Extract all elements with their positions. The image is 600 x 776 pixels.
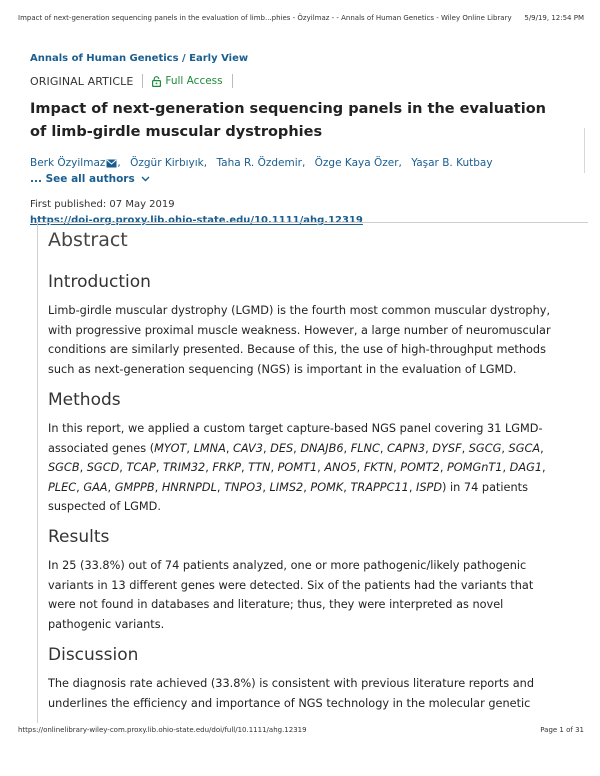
discussion-heading: Discussion [48,645,139,665]
page-counter: Page 1 of 31 [540,726,584,734]
text-line: underlines the efficiency and importance of NGS technology in the molecular genetic [48,696,531,710]
print-header-timestamp: 5/9/19, 12:54 PM [524,14,584,22]
gene-name: FRKP [212,461,241,474]
journal-name-link[interactable]: Annals of Human Genetics [30,53,179,64]
methods-paragraph [48,419,572,517]
text-line: The diagnosis rate achieved (33.8%) is consistent with previous literature reports and [48,677,534,690]
print-header-title: Impact of next-generation sequencing panels in the evaluation of limb...phies - Özyilmaz - - Annals of Human Genetics - Wiley Online Library [18,14,512,22]
gene-name: POMK [310,480,344,494]
gene-name: DES [270,441,294,455]
gene-name: TNPO3 [224,480,263,494]
gene-name: TRIM32 [163,461,206,474]
access-label: Full Access [165,75,223,87]
article-meta-row [30,74,242,88]
see-all-authors-toggle[interactable] [30,173,150,185]
gene-name: HNRNPDL [161,480,217,494]
lock-open-icon [152,76,161,87]
gene-name: ANO5 [324,461,357,474]
author-list [30,157,499,169]
gene-name: SGCD [86,461,120,474]
print-header [18,14,584,22]
doi-link[interactable]: https://doi-org.proxy.lib.ohio-state.edu/10.1111/ahg.12319 [30,215,363,226]
gene-name: DNAJB6 [300,441,344,455]
divider [232,74,233,88]
methods-outro: ) in 74 patients suspected of LGMD. [48,480,528,513]
gene-name: SGCA [508,441,541,455]
author-link[interactable]: Özgür Kirbıyık, [130,157,208,169]
gene-name: GMPPB [114,480,155,494]
results-heading: Results [48,527,110,547]
first-published-date: First published: 07 May 2019 [30,199,175,210]
gene-name: DAG1 [509,461,543,474]
gene-name: MYOT [154,441,187,455]
chevron-down-icon[interactable] [141,176,150,182]
gene-name: FKTN [363,461,394,474]
author-link[interactable]: Taha R. Özdemir, [216,157,306,169]
results-paragraph [48,556,572,634]
gene-name: POMGnT1 [447,461,503,474]
gene-name: CAV3 [233,441,263,455]
author-link[interactable]: Yaşar B. Kutbay [411,157,493,169]
text-line: Limb-girdle muscular dystrophy (LGMD) is the fourth most common muscular dystrophy, [48,304,551,317]
abstract-heading: Abstract [48,229,128,251]
text-line: such as next-generation sequencing (NGS) is important in the evaluation of LGMD. [48,362,517,376]
gene-name: DYSF [432,441,462,455]
methods-heading: Methods [48,390,121,410]
gene-name: SGCB [48,461,80,474]
gene-list: MYOT, LMNA, CAV3, DES, DNAJB6, FLNC, CAPN3, DYSF, SGCG, SGCA, SGCB, SGCD, TCAP, TRIM32, FRKP, TTN, POMT1, ANO5, FKTN, POMT2, POMGnT1, DAG1, PLEC, GAA, GMPPB, HNRNPDL, TNPO3, LIMS2, POMK, TRAPPC11, ISPD [48,441,546,494]
text-line: were not found in databases and literature; thus, they were interpreted as novel [48,598,504,611]
gene-name: FLNC [350,441,380,455]
gene-name: POMT1 [277,461,318,474]
see-all-authors-label[interactable]: ... See all authors [30,173,135,185]
introduction-heading: Introduction [48,272,151,292]
methods-intro: In this report, we applied a custom target capture-based NGS panel covering 31 LGMD-associated genes ( [48,422,543,455]
discussion-paragraph [48,674,572,713]
text-line: pathogenic variants. [48,617,165,631]
print-footer [18,726,584,734]
text-line: variants in 13 different genes were detected. Six of the patients had the variants that [48,578,534,592]
gene-name: TRAPPC11 [350,480,409,494]
author-link[interactable]: Berk Özyilmaz , [30,157,121,169]
author-link[interactable]: Özge Kaya Özer, [314,157,402,169]
journal-breadcrumb [30,53,248,64]
article-title: Impact of next-generation sequencing panels in the evaluation of limb-girdle muscular dystrophies [30,101,546,140]
text-line: with progressive proximal muscle weakness. However, a large number of neuromuscular [48,323,551,337]
text-line: conditions are similarly presented. Because of this, the use of high-throughput methods [48,343,546,356]
access-badge [152,75,222,87]
early-view-link[interactable]: Early View [189,53,249,64]
gene-name: SGCG [468,441,502,455]
gene-name: GAA [83,480,108,494]
article-type: ORIGINAL ARTICLE [30,74,134,88]
divider [142,74,143,88]
gene-name: ISPD [416,480,443,494]
gene-name: TCAP [126,461,156,474]
breadcrumb-separator: / [178,53,190,64]
gene-name: LMNA [193,441,226,455]
gene-name: LIMS2 [269,480,304,494]
introduction-paragraph [48,301,572,379]
gene-name: CAPN3 [387,441,426,455]
print-footer-url: https://onlinelibrary-wiley-com.proxy.lib.ohio-state.edu/doi/full/10.1111/ahg.12319 [18,726,307,734]
gene-name: TTN [248,461,271,474]
envelope-icon[interactable] [106,159,117,168]
scrollbar-track[interactable] [584,128,585,173]
gene-name: PLEC [48,480,77,494]
text-line: In 25 (33.8%) out of 74 patients analyzed, one or more pathogenic/likely pathogenic [48,559,527,572]
gene-name: POMT2 [400,461,440,474]
